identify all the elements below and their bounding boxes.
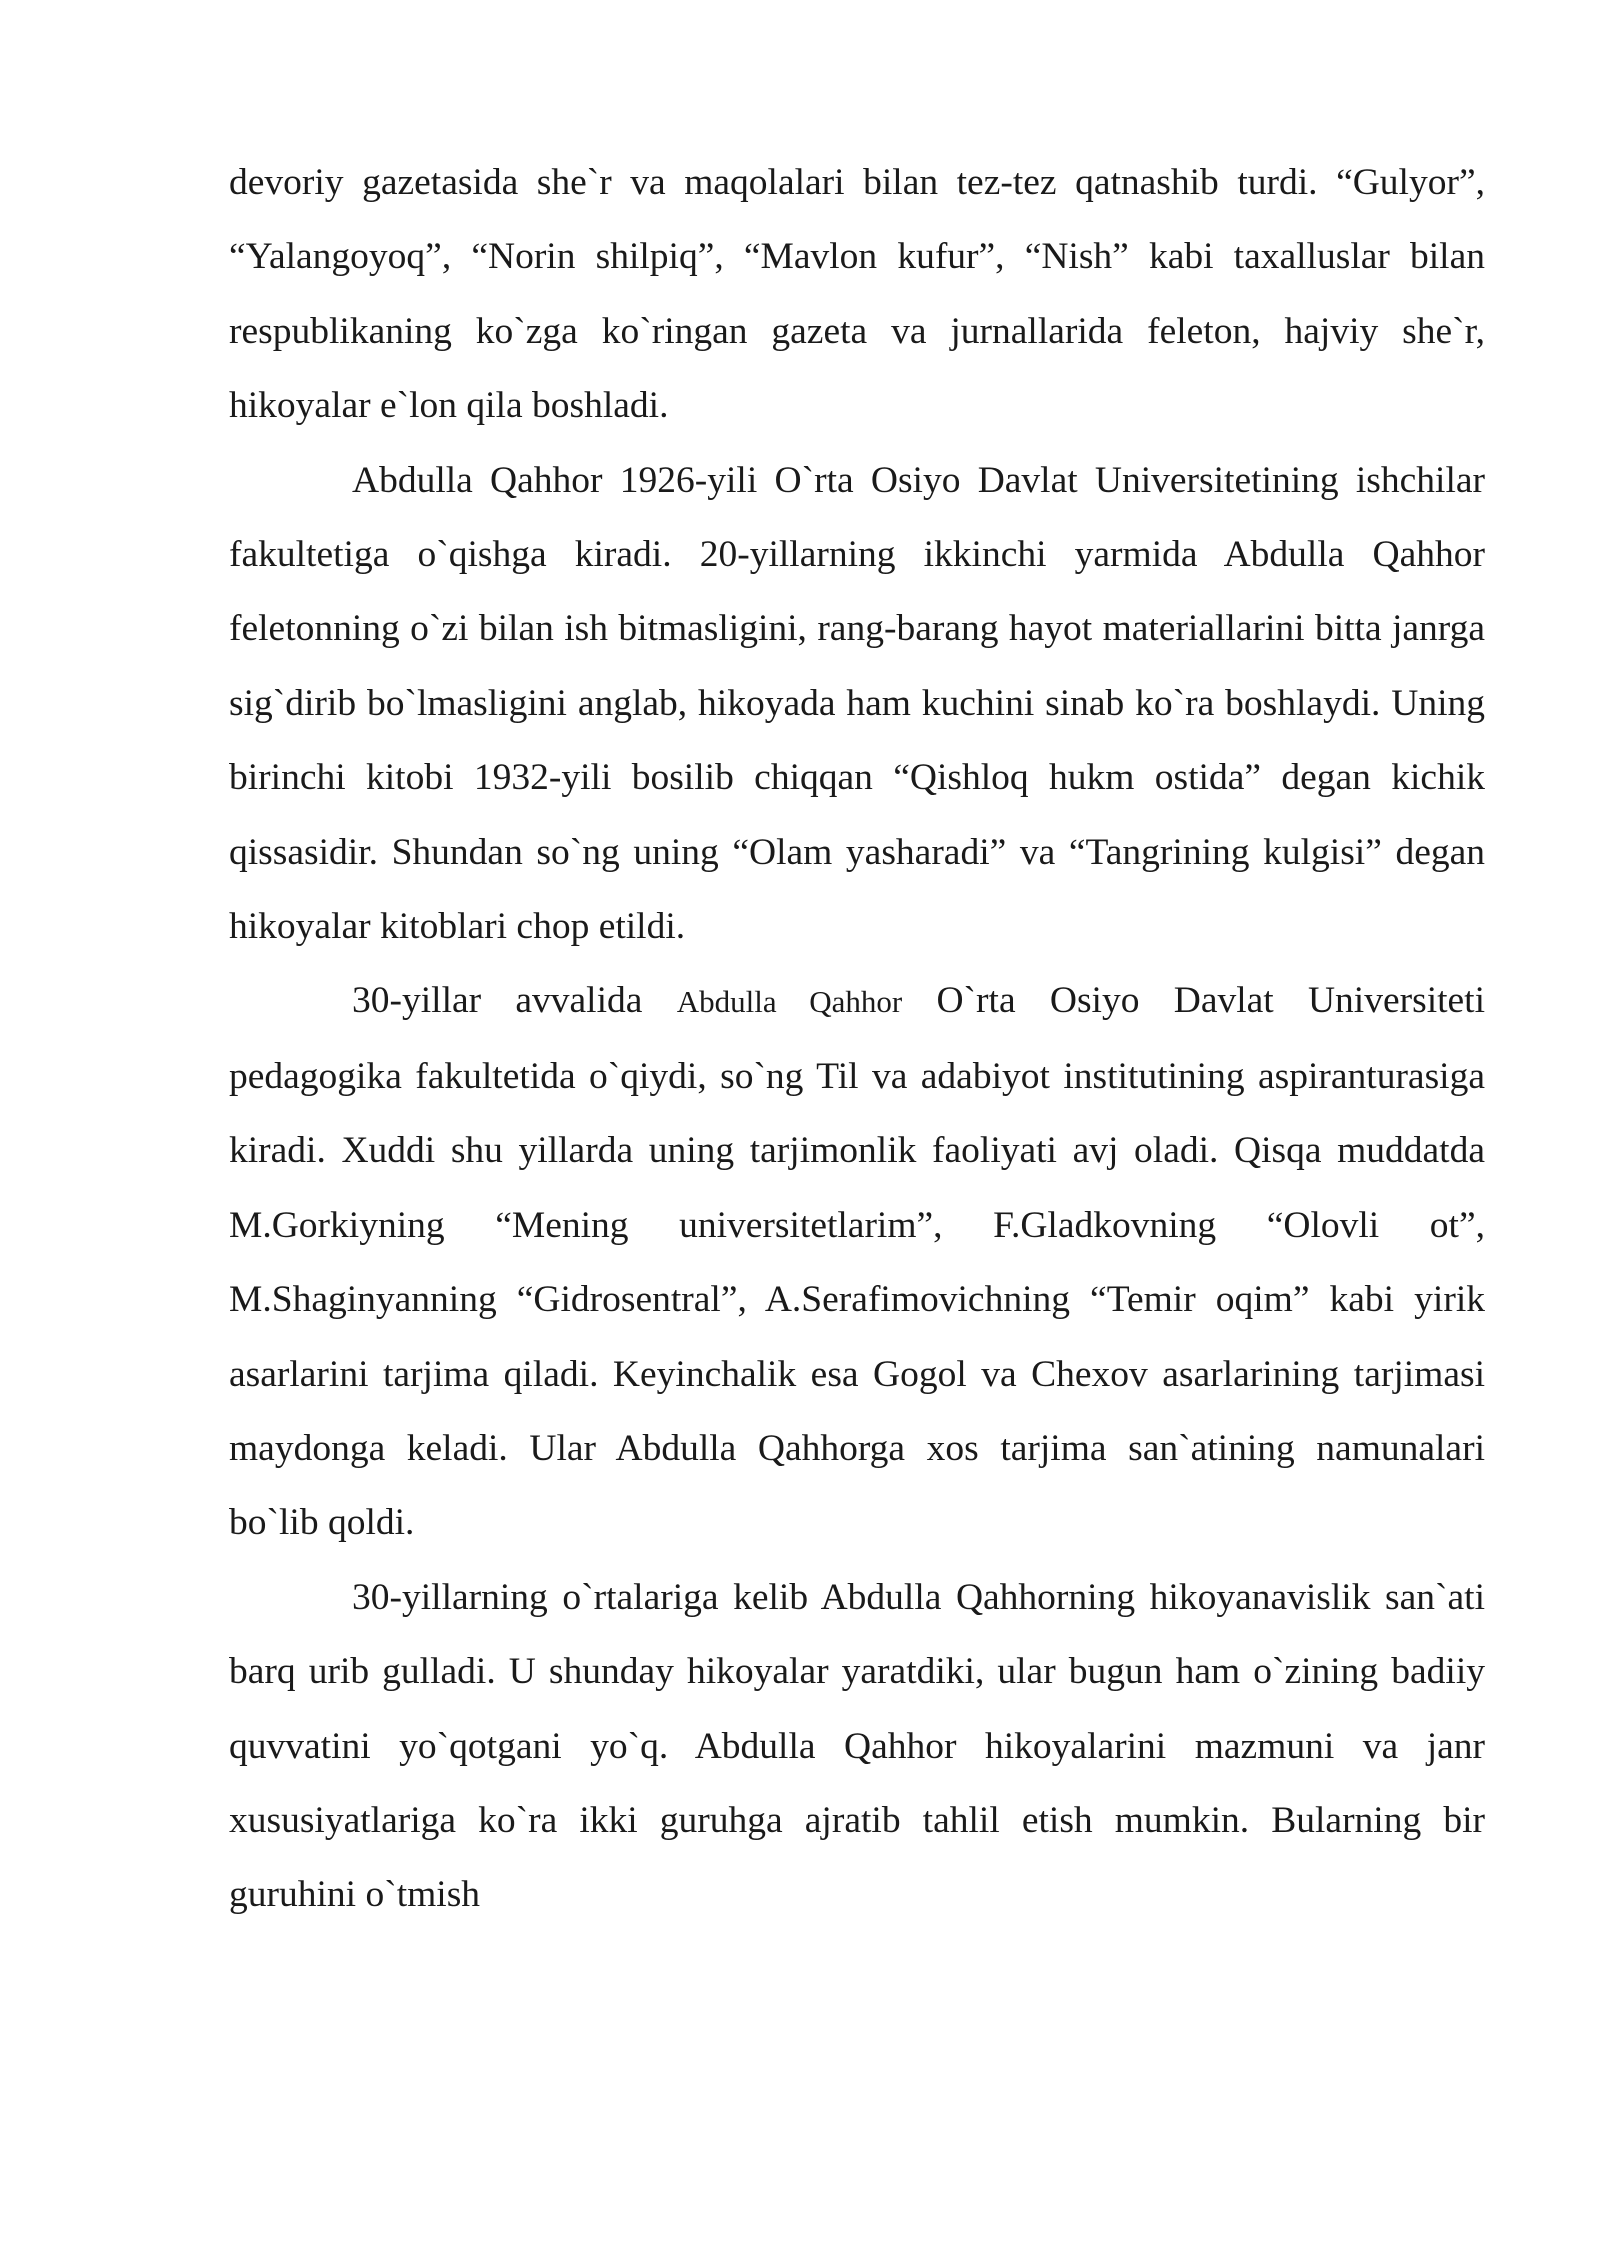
paragraph-1: devoriy gazetasida she`r va maqolalari bilan tez-tez qatnashib turdi. “Gulyor”, “Yalangoyoq”, “Norin shilpiq”, “Mavlon kufur”, “Nish” kabi taxalluslar bilan respublikaning ko`zga ko`ringan gazeta va jurnallarida feleton, hajviy she`r, hikoyalar e`lon qila boshladi. — [229, 162, 1485, 427]
paragraph-3-text-before: 30-yillar avvalida — [352, 980, 677, 1022]
paragraph-3-author-name: Abdulla Qahhor — [676, 984, 903, 1020]
document-page — [229, 146, 1485, 1933]
paragraph-4: 30-yillarning o`rtalariga kelib Abdulla Qahhorning hikoyanavislik san`ati barq urib gulladi. U shunday hikoyalar yaratdiki, ular bugun ham o`zining badiiy quvvatini yo`qotgani yo`q. Abdulla Qahhor hikoyalarini mazmuni va janr xususiyatlariga ko`ra ikki guruhga ajratib tahlil etish mumkin. Bularning bir guruhini o`tmish — [229, 1576, 1485, 1916]
paragraph-2: Abdulla Qahhor 1926-yili O`rta Osiyo Davlat Universitetining ishchilar fakultetiga o`qishga kiradi. 20-yillarning ikkinchi yarmida Abdulla Qahhor feletonning o`zi bilan ish bitmasligini, rang-barang hayot materiallarini bitta janrga sig`dirib bo`lmasligini anglab, hikoyada ham kuchini sinab ko`ra boshlaydi. Uning birinchi kitobi 1932-yili bosilib chiqqan “Qishloq hukm ostida” degan kichik qissasidir. Shundan so`ng uning “Olam yasharadi” va “Tangrining kulgisi” degan hikoyalar kitoblari chop etildi. — [229, 459, 1485, 948]
paragraph-3 — [229, 964, 1485, 1560]
paragraph-3-text-after: O`rta Osiyo Davlat Universiteti pedagogika fakultetida o`qiydi, so`ng Til va adabiyot institutining aspiranturasiga kiradi. Xuddi shu yillarda uning tarjimonlik faoliyati avj oladi. Qisqa muddatda M.Gorkiyning “Mening universitetlarim”, F.Gladkovning “Olovli ot”, M.Shaginyanning “Gidrosentral”, A.Serafimovichning “Temir oqim” kabi yirik asarlarini tarjima qiladi. Keyinchalik esa Gogol va Chexov asarlarining tarjimasi maydonga keladi. Ular Abdulla Qahhorga xos tarjima san`atining namunalari bo`lib qoldi. — [229, 980, 1486, 1544]
